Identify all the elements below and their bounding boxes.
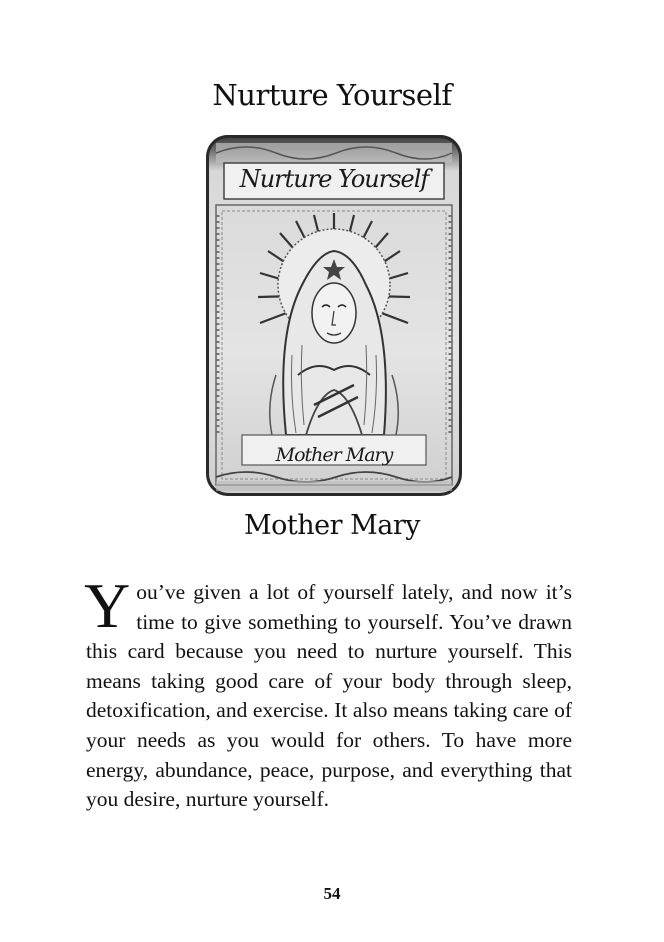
- oracle-card: [206, 135, 462, 496]
- drop-cap: Y: [84, 570, 131, 641]
- card-subtitle: Mother Mary: [243, 510, 420, 541]
- card-title: Nurture Yourself: [239, 165, 429, 193]
- page-number: 54: [323, 884, 341, 903]
- card-caption: Mother Mary: [275, 444, 393, 466]
- page-title: Nurture Yourself: [212, 78, 452, 112]
- body-paragraph: [84, 570, 572, 815]
- body-text: ou’ve given a lot of yourself lately, and now it’s time to give something to yourself. You’ve drawn this card because you need to nurture yourself. This means taking good care of your body through sleep, detoxification, and exercise. It also means taking care of your needs as you would for others. To have more energy, abundance, peace, purpose, and everything that you desire, nurture yourself.: [86, 580, 572, 812]
